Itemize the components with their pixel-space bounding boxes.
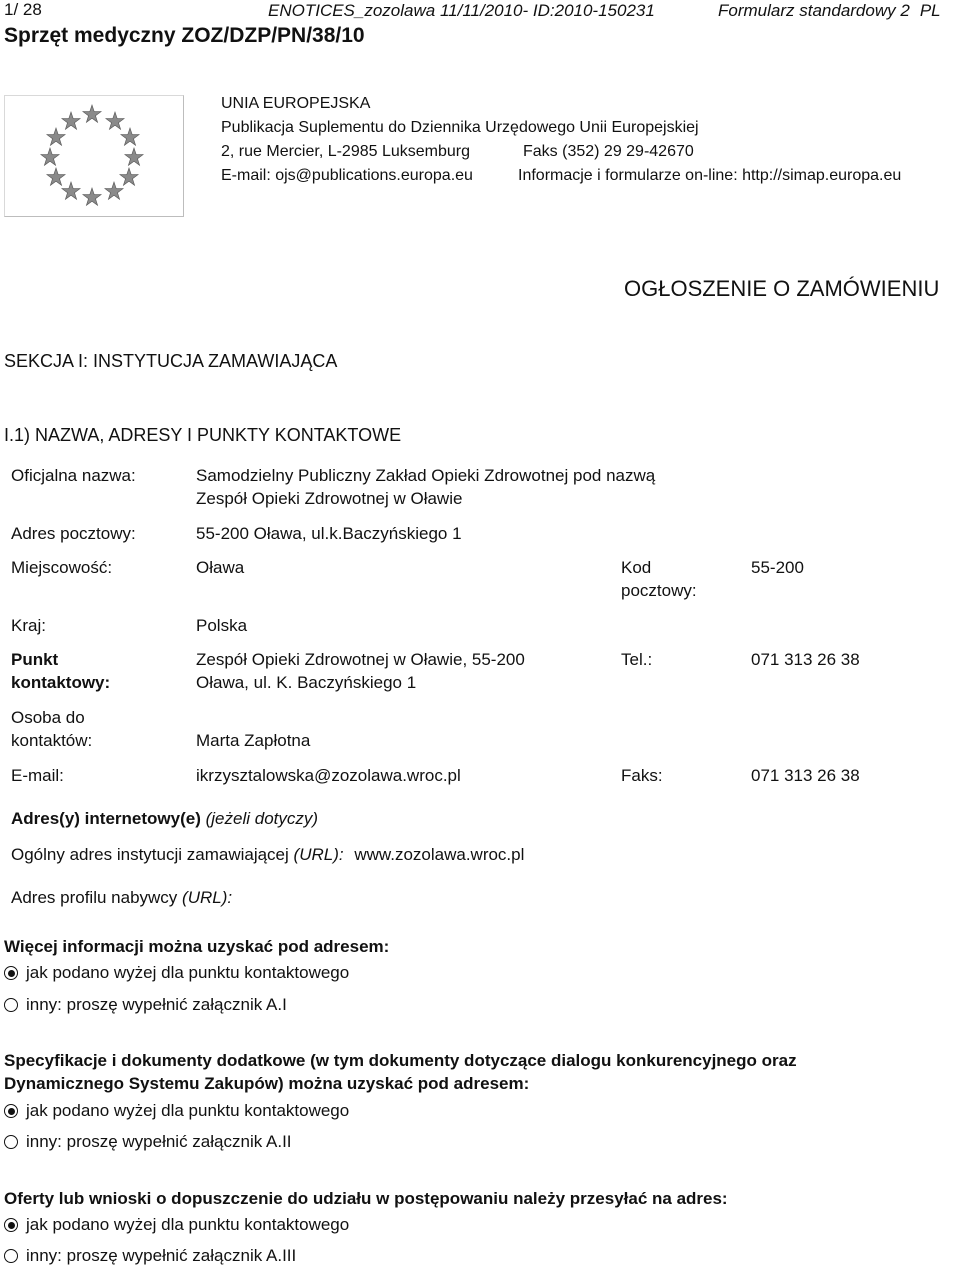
specs-option-same[interactable] [4, 1101, 349, 1121]
specs-heading-line1: Specyfikacje i dokumenty dodatkowe (w tym dokumenty dotyczące dialogu konkurencyjnego oraz [4, 1051, 797, 1070]
email-address[interactable]: ikrzysztalowska@zozolawa.wroc.pl [196, 766, 461, 785]
country: Polska [196, 616, 248, 635]
contact-point-label-line1: Punkt [11, 650, 59, 669]
general-address [11, 843, 524, 866]
radio-selected-icon[interactable] [4, 1104, 18, 1118]
radio-unselected-icon[interactable] [4, 1135, 18, 1149]
offers-option-other-label: inny: proszę wypełnić załącznik A.III [26, 1246, 297, 1265]
document-title: Sprzęt medyczny ZOZ/DZP/PN/38/10 [4, 24, 365, 47]
contact-point-line1: Zespół Opieki Zdrowotnej w Oławie, 55-200 [196, 650, 525, 669]
town-label: Miejscowość: [11, 558, 113, 577]
fax: 071 313 26 38 [751, 766, 860, 785]
more-info-option-other[interactable] [4, 995, 287, 1015]
star-icon [125, 148, 143, 165]
eu-flag-logo [4, 95, 184, 217]
form-name-text: Formularz standardowy 2 [718, 1, 910, 20]
star-icon [62, 182, 80, 199]
contact-person-label-line1: Osoba do [11, 708, 85, 727]
buyer-profile-url-label: (URL): [182, 888, 233, 907]
general-address-url-label: (URL): [293, 845, 344, 864]
general-address-value[interactable]: www.zozolawa.wroc.pl [354, 845, 525, 864]
contact-person: Marta Zapłotna [196, 731, 311, 750]
publisher-line2: Publikacja Suplementu do Dziennika Urzędowego Unii Europejskiej [221, 119, 699, 136]
more-info-option-other-label: inny: proszę wypełnić załącznik A.I [26, 995, 287, 1014]
star-icon [105, 182, 123, 199]
contact-point-line2: Oława, ul. K. Baczyńskiego 1 [196, 673, 417, 692]
country-label: Kraj: [11, 616, 46, 635]
publisher-fax: Faks (352) 29 29-42670 [523, 143, 694, 160]
radio-unselected-icon[interactable] [4, 998, 18, 1012]
radio-unselected-icon[interactable] [4, 1249, 18, 1263]
star-icon [41, 148, 59, 165]
specs-heading-line2: Dynamicznego Systemu Zakupów) można uzyskać pod adresem: [4, 1074, 530, 1093]
publisher-info[interactable]: Informacje i formularze on-line: http://simap.europa.eu [518, 167, 902, 184]
specs-option-other[interactable] [4, 1132, 292, 1152]
notice-id: ENOTICES_zozolawa 11/11/2010- ID:2010-150231 [268, 1, 655, 20]
general-address-label: Ogólny adres instytucji zamawiającej [11, 845, 289, 864]
star-icon [83, 188, 101, 205]
radio-selected-icon[interactable] [4, 966, 18, 980]
publisher-address: 2, rue Mercier, L-2985 Luksemburg [221, 143, 471, 160]
star-icon [47, 128, 65, 145]
tel-label: Tel.: [621, 650, 653, 669]
official-name-label: Oficjalna nazwa: [11, 466, 136, 485]
official-name-line1: Samodzielny Publiczny Zakład Opieki Zdrowotnej pod nazwą [196, 466, 656, 485]
postcode: 55-200 [751, 558, 804, 577]
internet-heading-note: (jeżeli dotyczy) [205, 809, 319, 828]
contact-point-label-line2: kontaktowy: [11, 673, 111, 692]
more-info-heading: Więcej informacji można uzyskać pod adresem: [4, 937, 390, 956]
subsection-title: I.1) NAZWA, ADRESY I PUNKTY KONTAKTOWE [4, 425, 402, 445]
star-icon [121, 128, 139, 145]
star-icon [62, 112, 80, 129]
internet-heading [11, 807, 318, 830]
form-name [718, 1, 941, 21]
buyer-profile [11, 886, 232, 909]
star-icon [120, 168, 138, 185]
star-icon [83, 105, 101, 122]
postcode-label-line1: Kod [621, 558, 652, 577]
buyer-profile-label: Adres profilu nabywcy [11, 888, 178, 907]
postal-address-label: Adres pocztowy: [11, 524, 136, 543]
publisher-email[interactable]: E-mail: ojs@publications.europa.eu [221, 167, 473, 184]
specs-option-other-label: inny: proszę wypełnić załącznik A.II [26, 1132, 292, 1151]
offers-option-same-label: jak podano wyżej dla punktu kontaktowego [26, 1215, 350, 1234]
postcode-label-line2: pocztowy: [621, 581, 697, 600]
notice-title: OGŁOSZENIE O ZAMÓWIENIU [624, 276, 940, 301]
star-icon [106, 112, 124, 129]
tel: 071 313 26 38 [751, 650, 860, 669]
language-code: PL [919, 1, 941, 20]
fax-label: Faks: [621, 766, 663, 785]
more-info-option-same-label: jak podano wyżej dla punktu kontaktowego [26, 963, 350, 982]
internet-heading-text: Adres(y) internetowy(e) [11, 809, 201, 828]
page-number: 1/ 28 [4, 0, 42, 19]
postal-address: 55-200 Oława, ul.k.Baczyńskiego 1 [196, 524, 462, 543]
section-title: SEKCJA I: INSTYTUCJA ZAMAWIAJĄCA [4, 351, 338, 371]
contact-person-label-line2: kontaktów: [11, 731, 93, 750]
town: Oława [196, 558, 245, 577]
publisher-line1: UNIA EUROPEJSKA [221, 95, 371, 112]
offers-heading: Oferty lub wnioski o dopuszczenie do udziału w postępowaniu należy przesyłać na adres: [4, 1189, 728, 1208]
specs-option-same-label: jak podano wyżej dla punktu kontaktowego [26, 1101, 350, 1120]
email-label: E-mail: [11, 766, 64, 785]
official-name-line2: Zespół Opieki Zdrowotnej w Oławie [196, 489, 463, 508]
more-info-option-same[interactable] [4, 963, 349, 983]
offers-option-same[interactable] [4, 1215, 349, 1235]
offers-option-other[interactable] [4, 1246, 296, 1266]
star-icon [47, 168, 65, 185]
radio-selected-icon[interactable] [4, 1218, 18, 1232]
